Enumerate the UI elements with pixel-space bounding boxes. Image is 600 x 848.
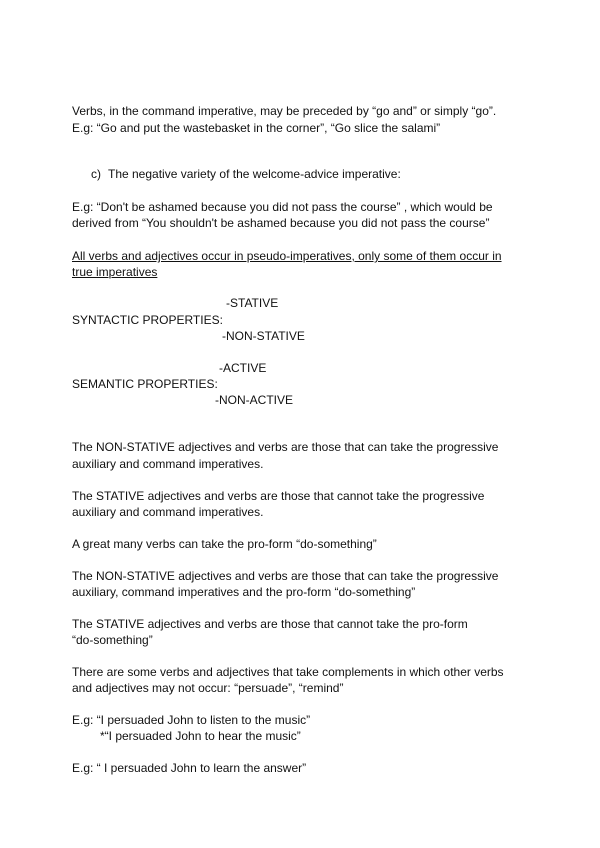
syntactic-properties-heading: SYNTACTIC PROPERTIES: [72, 313, 223, 327]
text-line: and adjectives may not occur: “persuade”, “remind” [72, 681, 344, 695]
non-active-label: -NON-ACTIVE [215, 393, 293, 407]
list-item-text: The negative variety of the welcome-advice imperative: [108, 167, 401, 181]
text-line: auxiliary and command imperatives. [72, 457, 264, 471]
text-line: auxiliary and command imperatives. [72, 505, 264, 519]
text-line: E.g: “I persuaded John to listen to the music” [72, 713, 311, 727]
text-line: true imperatives [72, 265, 158, 279]
text-line: derived from “You shouldn't be ashamed because you did not pass the course” [72, 216, 490, 230]
active-label: -ACTIVE [219, 361, 267, 375]
text-line: E.g: “Go and put the wastebasket in the corner”, “Go slice the salami” [72, 121, 441, 135]
text-line: *“I persuaded John to hear the music” [100, 729, 301, 743]
semantic-properties-heading: SEMANTIC PROPERTIES: [72, 377, 218, 391]
text-line: E.g: “Don't be ashamed because you did not pass the course” , which would be [72, 200, 493, 214]
stative-label: -STATIVE [226, 296, 279, 310]
text-line: Verbs, in the command imperative, may be preceded by “go and” or simply “go”. [72, 104, 497, 118]
text-line: All verbs and adjectives occur in pseudo-imperatives, only some of them occur in [72, 249, 502, 263]
text-line: The NON-STATIVE adjectives and verbs are those that can take the progressive [72, 440, 499, 454]
text-line: The STATIVE adjectives and verbs are those that cannot take the progressive [72, 489, 485, 503]
text-line: A great many verbs can take the pro-form “do-something” [72, 537, 377, 551]
text-line: E.g: “ I persuaded John to learn the answer” [72, 761, 307, 775]
text-line: The STATIVE adjectives and verbs are those that cannot take the pro-form [72, 617, 468, 631]
text-line: “do-something” [72, 633, 153, 647]
text-line: The NON-STATIVE adjectives and verbs are those that can take the progressive [72, 569, 499, 583]
list-marker: c) [91, 167, 101, 181]
text-line: There are some verbs and adjectives that take complements in which other verbs [72, 665, 504, 679]
non-stative-label: -NON-STATIVE [222, 329, 305, 343]
text-line: auxiliary, command imperatives and the pro-form “do-something” [72, 585, 416, 599]
